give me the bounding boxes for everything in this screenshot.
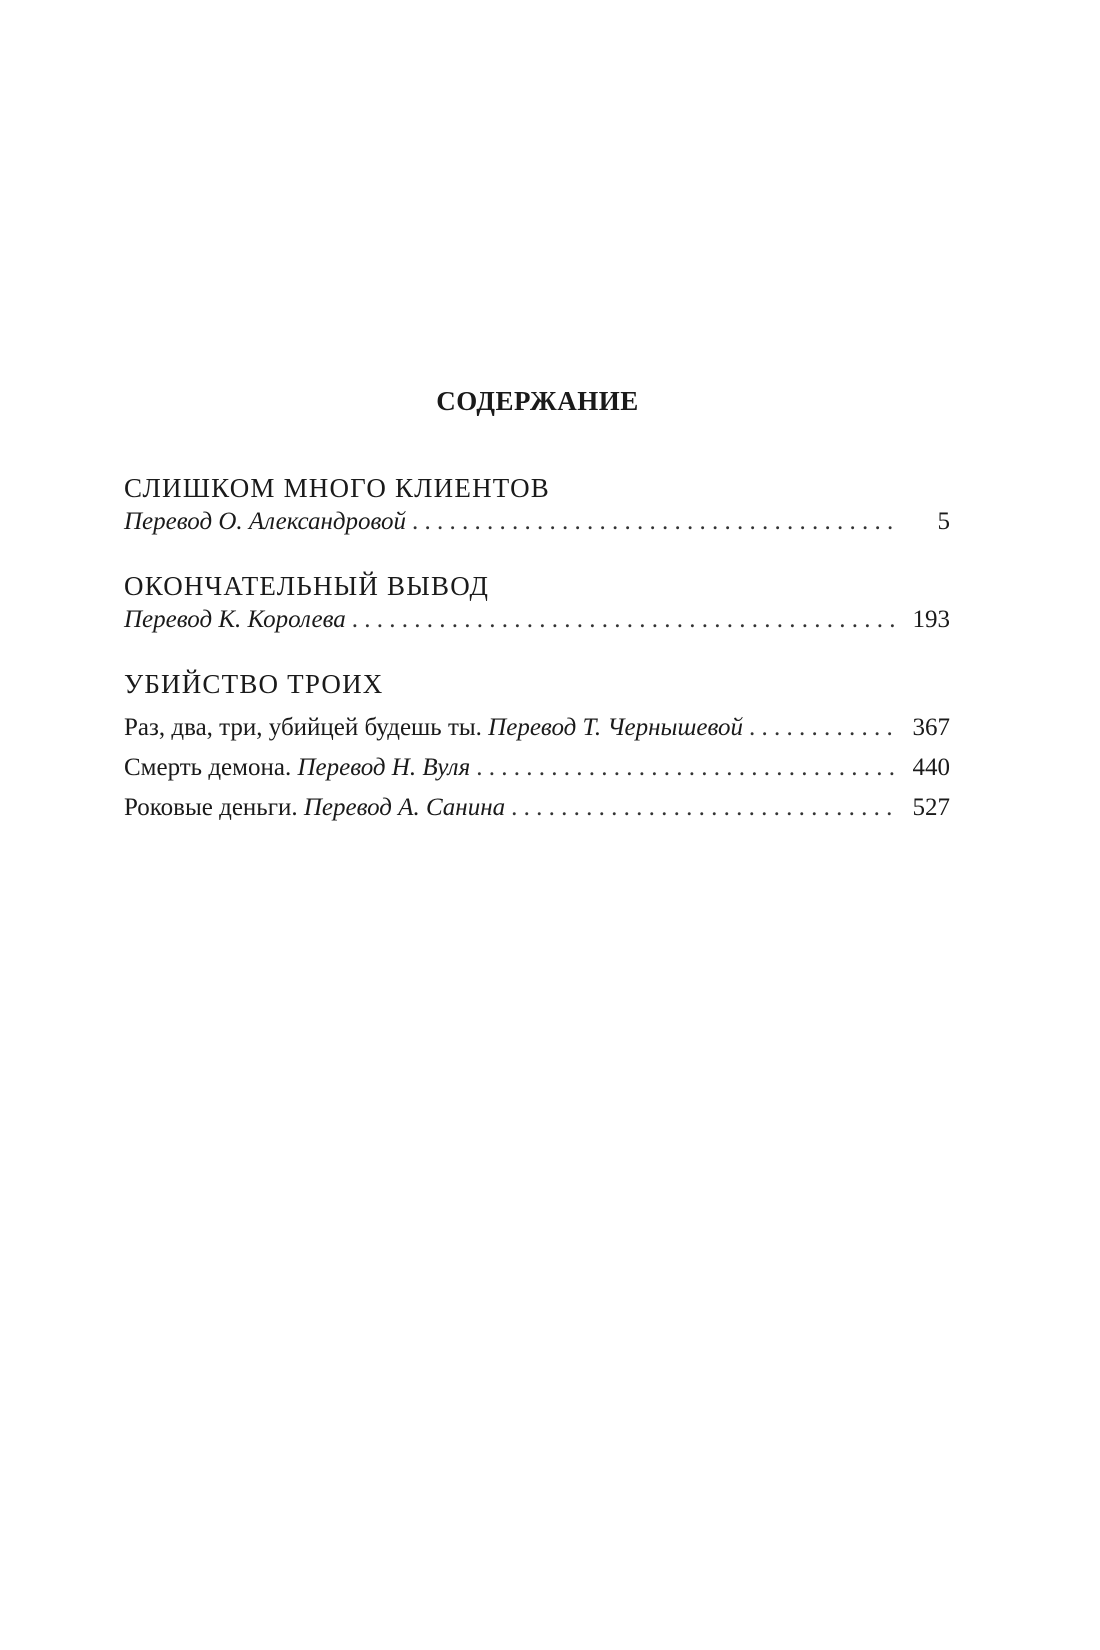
entry-title: Раз, два, три, убийцей будешь ты.	[124, 714, 482, 741]
section-heading: СЛИШКОМ МНОГО КЛИЕНТОВ	[124, 473, 551, 503]
toc-title: СОДЕРЖАНИЕ	[436, 386, 639, 416]
dot-leader	[412, 504, 900, 540]
toc-section	[124, 570, 950, 638]
entry-translator: Перевод А. Санина	[303, 794, 506, 821]
entry-page-number: 5	[937, 508, 950, 535]
dot-leader	[749, 710, 900, 746]
toc-entry	[124, 710, 950, 746]
entry-translator: Перевод Т. Чернышевой	[488, 714, 743, 741]
toc-entry	[124, 504, 950, 540]
entry-page-number: 193	[912, 606, 950, 633]
entry-title: Роковые деньги.	[124, 794, 298, 821]
dot-leader	[511, 790, 900, 826]
section-heading: УБИЙСТВО ТРОИХ	[124, 669, 384, 699]
entry-page-number: 440	[912, 754, 950, 781]
dot-leader	[476, 750, 900, 786]
toc-entry	[124, 790, 950, 826]
dot-leader	[352, 602, 900, 638]
entry-translator: Перевод Н. Вуля	[297, 754, 471, 781]
entry-translator: Перевод К. Королева	[124, 606, 346, 633]
table-of-contents	[124, 472, 950, 830]
entry-page-number: 527	[912, 794, 950, 821]
section-heading: ОКОНЧАТЕЛЬНЫЙ ВЫВОД	[124, 571, 490, 601]
toc-section	[124, 668, 950, 826]
toc-entry	[124, 602, 950, 638]
entry-title: Смерть демона.	[124, 754, 292, 781]
entry-page-number: 367	[912, 714, 950, 741]
entry-translator: Перевод О. Александровой	[124, 508, 407, 535]
toc-entry	[124, 750, 950, 786]
toc-section	[124, 472, 950, 540]
